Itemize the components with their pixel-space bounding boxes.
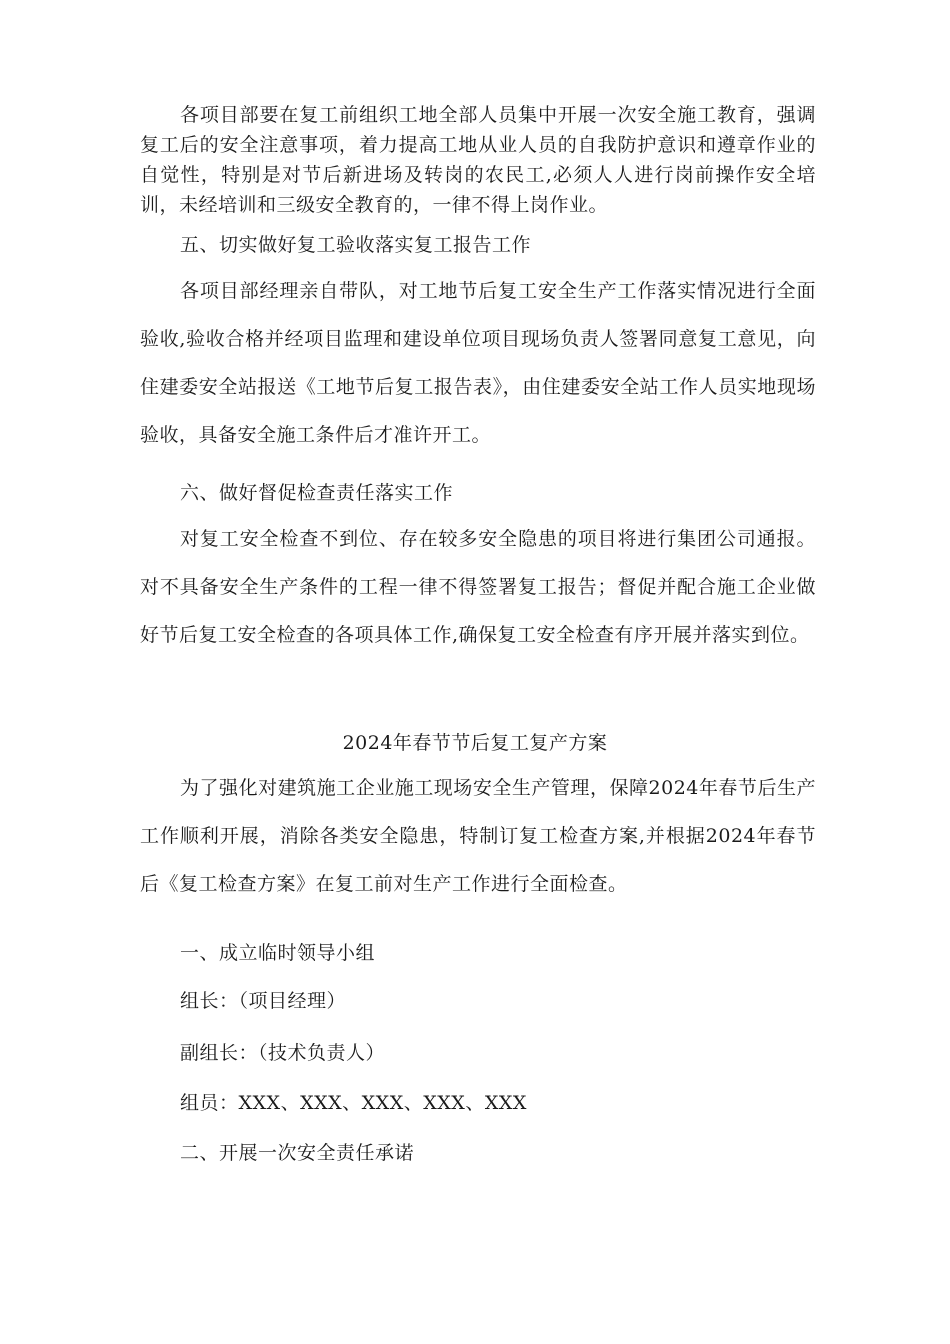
paragraph-acceptance: 各项目部经理亲自带队，对工地节后复工安全生产工作落实情况进行全面验收,验收合格并经项目监理和建设单位项目现场负责人签署同意复工意见，向住建委安全站报送《工地节后复工报告表》，由住建委安全站工作人员实地现场验收，具备安全施工条件后才准许开工。 bbox=[140, 280, 816, 446]
heading-section-two: 二、开展一次安全责任承诺 bbox=[180, 1142, 415, 1164]
heading-section-one: 一、成立临时领导小组 bbox=[180, 942, 376, 964]
document-title: 2024年春节节后复工复产方案 bbox=[342, 732, 608, 754]
members-line: 组员：XXX、XXX、XXX、XXX、XXX bbox=[180, 1092, 527, 1114]
leader-line: 组长：（项目经理） bbox=[180, 990, 347, 1012]
deputy-line: 副组长：（技术负责人） bbox=[180, 1042, 386, 1064]
paragraph-safety-education: 各项目部要在复工前组织工地全部人员集中开展一次安全施工教育，强调复工后的安全注意事项，着力提高工地从业人员的自我防护意识和遵章作业的自觉性，特别是对节后新进场及转岗的农民工,必须人人进行岗前操作安全培训，未经培训和三级安全教育的，一律不得上岗作业。 bbox=[140, 104, 816, 216]
heading-section-six: 六、做好督促检查责任落实工作 bbox=[180, 482, 454, 504]
heading-section-five: 五、切实做好复工验收落实复工报告工作 bbox=[180, 234, 532, 256]
paragraph-supervision: 对复工安全检查不到位、存在较多安全隐患的项目将进行集团公司通报。对不具备安全生产条件的工程一律不得签署复工报告；督促并配合施工企业做好节后复工安全检查的各项具体工作,确保复工安全检查有序开展并落实到位。 bbox=[140, 528, 816, 646]
paragraph-intro: 为了强化对建筑施工企业施工现场安全生产管理，保障2024年春节后生产工作顺利开展，消除各类安全隐患，特制订复工检查方案,并根据2024年春节后《复工检查方案》在复工前对生产工作进行全面检查。 bbox=[140, 777, 816, 895]
